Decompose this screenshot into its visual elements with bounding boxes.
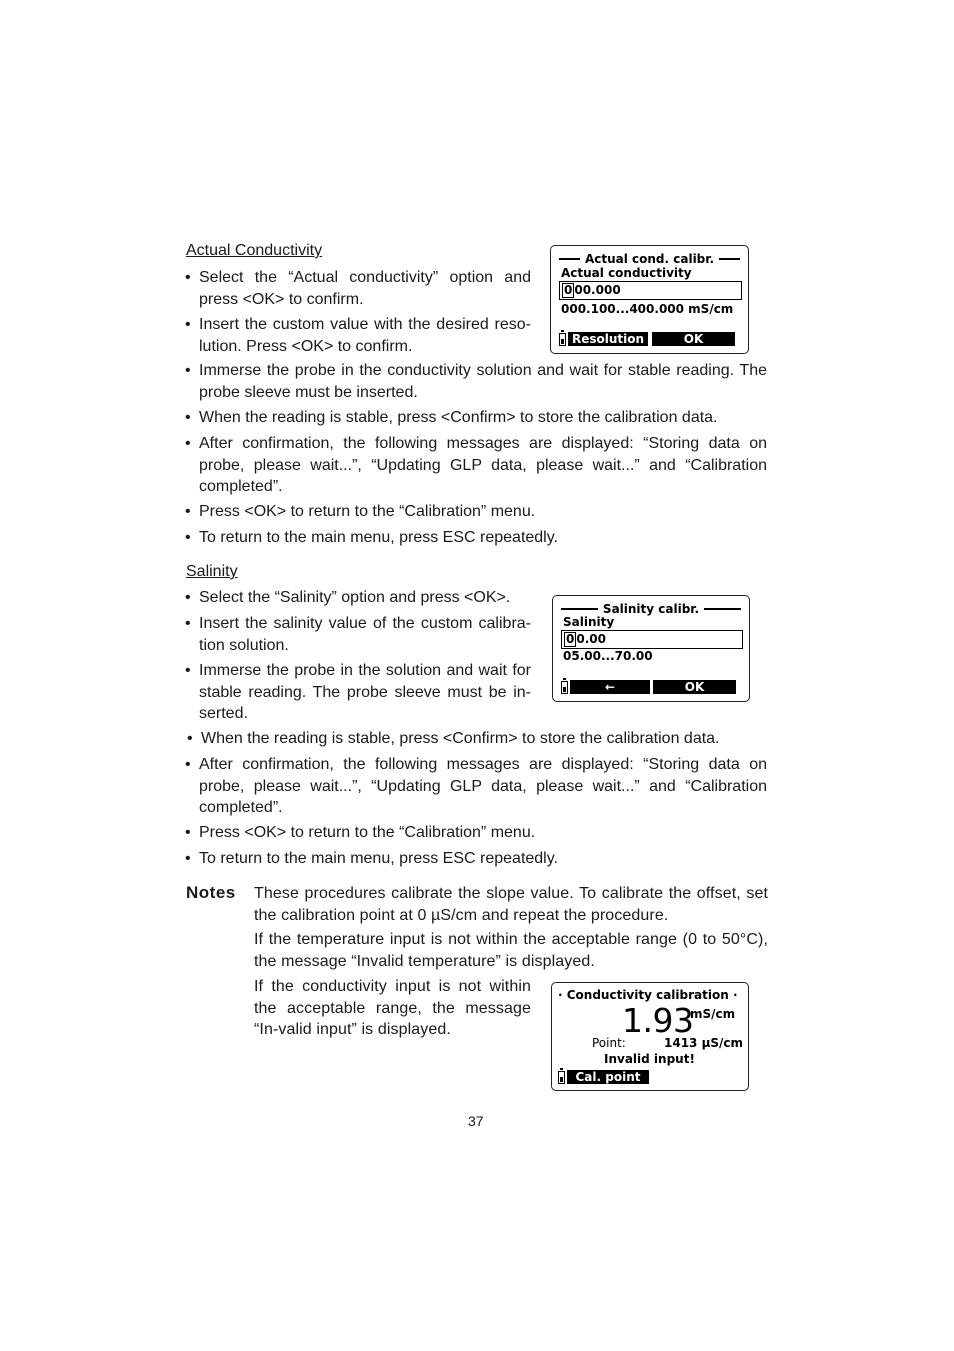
lcd-point-label: Point: [592,1036,626,1050]
battery-icon [561,681,568,694]
lcd-label: Salinity [563,615,615,629]
lcd-cursor: 0 [564,283,573,297]
battery-icon [559,333,566,346]
lcd-range: 05.00...70.00 [563,649,653,663]
page-number: 37 [468,1113,484,1129]
softkey-ok: OK [653,680,736,694]
lcd-label: Actual conductivity [561,266,692,280]
list-item: • Select the “Actual conductivity” option and press <OK> to confirm. [185,269,531,308]
lcd-screen-actual-cond [550,245,749,354]
list-item: • Immerse the probe in the solution and wait for stable reading. The probe sleeve must be in-serted. [185,662,531,722]
softkey-ok: OK [652,332,735,346]
lcd-cursor: 0 [566,632,575,646]
lcd-screen-conductivity [551,982,749,1091]
lcd-value-field: 0 00.000 [559,281,742,300]
lcd-screen-salinity [552,595,750,702]
lcd-title: · Conductivity calibration · [558,988,738,1002]
list-item: • Insert the salinity value of the custom calibra-tion solution. [185,615,531,654]
lcd-message: Invalid input! [604,1052,695,1066]
section-heading-salinity: Salinity [186,563,238,580]
notes-paragraph-2: If the temperature input is not within the acceptable range (0 to 50°C), the message “Invalid temperature” is displayed. [254,931,768,970]
softkey-back: ← [570,680,650,694]
list-item: • When the reading is stable, press <Confirm> to store the calibration data. [185,409,718,426]
list-item: • Press <OK> to return to the “Calibration” menu. [185,503,536,520]
lcd-unit: mS/cm [690,1007,736,1021]
lcd-title: Salinity calibr. [561,602,741,616]
notes-label: Notes [186,883,236,902]
list-item: • After confirmation, the following messages are displayed: “Storing data on probe, please wait...”, “Updating GLP data, please wait...” and “Calibration completed”. [185,756,767,816]
list-item: • Press <OK> to return to the “Calibration” menu. [185,824,536,841]
softkey-cal-point: Cal. point [567,1070,649,1084]
lcd-range: 000.100...400.000 mS/cm [561,302,734,316]
section-heading-actual-conductivity: Actual Conductivity [186,242,323,259]
list-item: • Immerse the probe in the conductivity solution and wait for stable reading. The probe sleeve must be inserted. [185,362,767,401]
lcd-reading: 1.93 [622,1001,694,1040]
notes-paragraph-1: These procedures calibrate the slope value. To calibrate the offset, set the calibration point at 0 µS/cm and repeat the procedure. [254,885,768,924]
list-item: • When the reading is stable, press <Confirm> to store the calibration data. [187,730,720,747]
lcd-point-value: 1413 µS/cm [664,1036,744,1050]
list-item: • To return to the main menu, press ESC repeatedly. [185,529,558,546]
lcd-value-field: 0 0.00 [561,630,743,649]
list-item: • Insert the custom value with the desired reso-lution. Press <OK> to confirm. [185,316,531,355]
softkey-resolution: Resolution [568,332,648,346]
battery-icon [558,1071,565,1084]
list-item: • Select the “Salinity” option and press <OK>. [185,589,511,606]
notes-paragraph-3: If the conductivity input is not within the acceptable range, the message “In-valid input” is displayed. [254,978,531,1038]
list-item: • After confirmation, the following messages are displayed: “Storing data on probe, please wait...”, “Updating GLP data, please wait...” and “Calibration completed”. [185,435,767,495]
list-item: • To return to the main menu, press ESC repeatedly. [185,850,558,867]
lcd-title: Actual cond. calibr. [559,252,740,266]
